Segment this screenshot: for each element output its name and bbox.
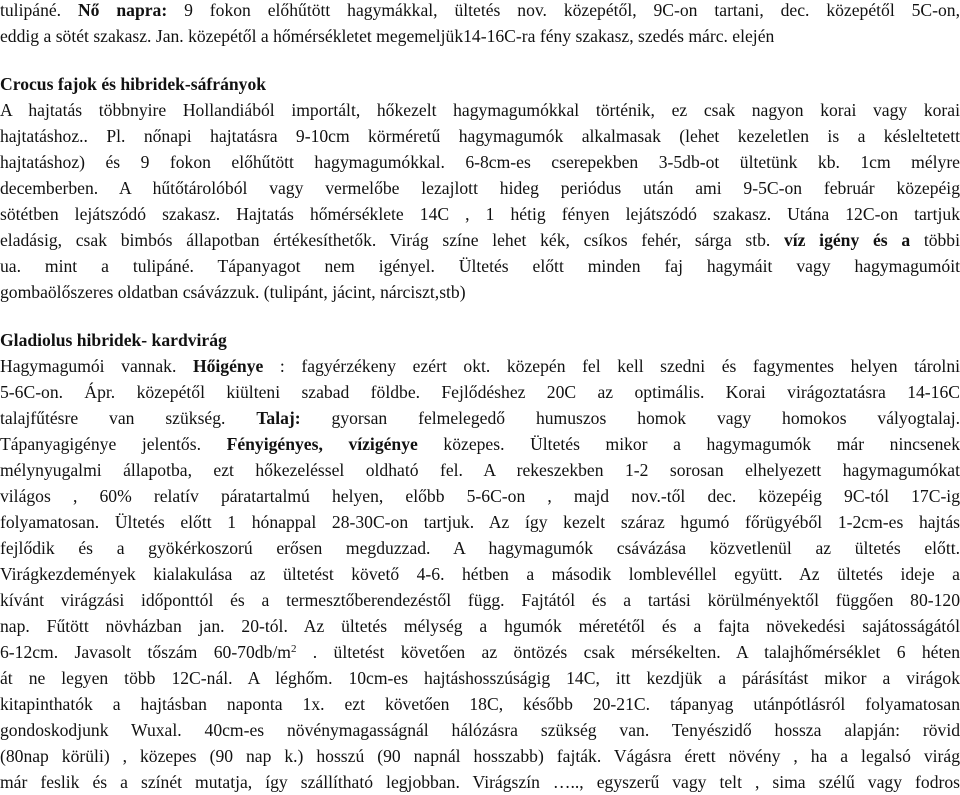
text-span: 9 fokon előhűtött hagymákkal, ültetés nov. közepétől, 9C-on tartani, dec. közepétől 5C-on, <box>167 0 960 20</box>
text-line: hajtatáshoz.. Pl. nőnapi hajtatásra 9-10cm körméretű hagymagumók alkalmasak (lehet kezeletlen is a késleltetett <box>0 126 960 146</box>
text-span: . ültetést követően az öntözés csak mérsékelten. A talajhőmérséklet 6 héten <box>296 642 960 662</box>
text-line <box>0 431 960 457</box>
text-line: gombaölőszeres oldatban csávázzuk. (tulipánt, jácint, nárciszt,stb) <box>0 282 466 302</box>
text-line: decemberben. A hűtőtárolóból vagy vermelőbe lezajlott hideg periódus után ami 9-5C-on február közepéig <box>0 178 960 198</box>
section-heading-crocus: Crocus fajok és hibridek-sáfrányok <box>0 74 267 94</box>
bold-term: Nő napra: <box>77 0 168 20</box>
text-line: A hajtatás többnyire Hollandiából importált, hőkezelt hagymagumókkal történik, ez csak nagyon korai vagy korai <box>0 100 960 120</box>
text-line: gondoskodjunk Wuxal. 40cm-es növénymagasságnál hálózásra szükség van. Tenyészidő hossza alapján: rövid <box>0 720 960 740</box>
text-span: Hagymagumói vannak. <box>0 356 193 376</box>
text-line: világos , 60% relatív páratartalmú helyen, előbb 5-6C-on , majd nov.-től dec. közepéig 9C-tól 17C-ig <box>0 486 960 506</box>
bold-term: víz igény és a <box>783 230 911 250</box>
text-span: közepes. Ültetés mikor a hagymagumók már nincsenek <box>417 434 960 454</box>
text-span: gyorsan felmelegedő humuszos homok vagy homokos vályogtalaj. <box>300 408 960 428</box>
bold-term: Fényigényes, vízigénye <box>226 434 418 454</box>
bold-term: Hőigénye <box>192 356 264 376</box>
text-span: : fagyérzékeny ezért okt. közepén fel kell szedni és fagymentes helyen tárolni <box>263 356 960 376</box>
text-line <box>0 227 960 253</box>
text-line: kitapinthatók a hajtásban naponta 1x. ezt követően 18C, később 20-21C. tápanyag utánpótlásról folyamatosan <box>0 694 960 714</box>
text-line: 5-6C-on. Ápr. közepétől kiülteni szabad földbe. Fejlődéshez 20C az optimális. Korai virágoztatásra 14-16C <box>0 382 960 402</box>
text-line: nap. Fűtött növházban jan. 20-tól. Az ültetés mélység a hgumók méretétől és a fajta növekedési sajátosságától <box>0 616 960 636</box>
text-line <box>0 405 960 431</box>
text-span: Tápanyagigénye jelentős. <box>0 434 227 454</box>
text-line: át ne legyen több 12C-nál. A léghőm. 10cm-es hajtáshosszúságig 14C, itt kezdjük a párásítást mikor a virágok <box>0 668 960 688</box>
text-line: fejlődik és a gyökérkoszorú erősen megduzzad. A hagymagumók csávázása közvetlenül az ültetés előtt. <box>0 538 960 558</box>
section-heading-gladiolus: Gladiolus hibridek- kardvirág <box>0 330 227 350</box>
text-line: hajtatáshoz) és 9 fokon előhűtött hagymagumókkal. 6-8cm-es cserepekben 3-5db-ot ültetünk kb. 1cm mélyre <box>0 152 960 172</box>
text-line: (80nap körüli) , közepes (90 nap k.) hosszú (90 napnál hosszabb) fajták. Vágásra érett növény , ha a legalsó virág <box>0 746 960 766</box>
text-line: mélynyugalmi állapotba, ezt hőkezeléssel oldható fel. A rekeszekben 1-2 sorosan elhelyezett hagymagumókat <box>0 460 960 480</box>
text-line: folyamatosan. Ültetés előtt 1 hónappal 28-30C-on tartjuk. Az így kezelt száraz hgumó főrügyéből 1-2cm-es hajtás <box>0 512 960 532</box>
text-span: eladásig, csak bimbós állapotban értékesíthetők. Virág színe lehet kék, csíkos fehér, sárga stb. <box>0 230 784 250</box>
text-line: Virágkezdemények kialakulása az ültetést követő 4-6. hétben a második lomblevéllel együtt. Az ültetés ideje a <box>0 564 960 584</box>
text-span: tulipáné. <box>0 0 78 20</box>
text-line: ua. mint a tulipáné. Tápanyagot nem igényel. Ültetés előtt minden faj hagymáit vagy hagymagumóit <box>0 256 960 276</box>
text-line <box>0 0 960 23</box>
text-line: eddig a sötét szakasz. Jan. közepétől a hőmérsékletet megemeljük14-16C-ra fény szakasz, szedés márc. elején <box>0 26 775 46</box>
text-span: 6-12cm. Javasolt tőszám 60-70db/m <box>0 642 291 662</box>
text-line: már feslik és a színét mutatja, így szállítható legjobban. Virágszín ….., egyszerű vagy telt , sima szélű vagy fodros <box>0 772 960 792</box>
text-line <box>0 353 960 379</box>
bold-term: Talaj: <box>256 408 301 428</box>
text-line <box>0 639 960 665</box>
text-line: kívánt virágzási időponttól és a termesztőberendezéstől függ. Fajtától és a tartási körülményektől függően 80-120 <box>0 590 960 610</box>
text-line: sötétben lejátszódó szakasz. Hajtatás hőmérséklete 14C , 1 hétig fényen lejátszódó szakasz. Utána 12C-on tartjuk <box>0 204 960 224</box>
text-span: többi <box>910 230 960 250</box>
text-span: talajfűtésre van szükség. <box>0 408 257 428</box>
superscript: 2 <box>290 643 297 655</box>
